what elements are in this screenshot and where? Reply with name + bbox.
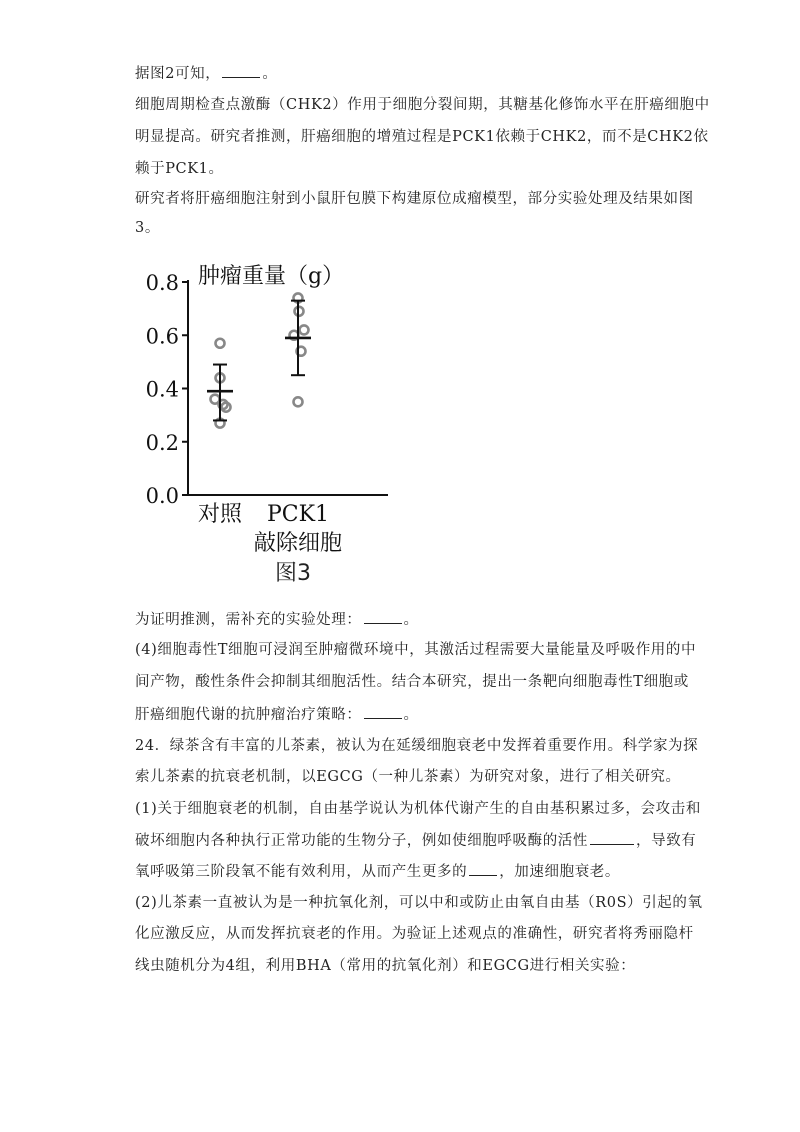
data-point <box>300 325 309 334</box>
text: 。 <box>403 612 419 628</box>
paragraph-line: (4)细胞毒性T细胞可浸润至肿瘤微环境中，其激活过程需要大量能量及呼吸作用的中 <box>135 642 697 658</box>
y-tick-label: 0.8 <box>145 271 179 295</box>
paragraph-line: 研究者将肝癌细胞注射到小鼠肝包膜下构建原位成瘤模型，部分实验处理及结果如图 <box>135 191 694 207</box>
answer-blank <box>590 830 634 845</box>
text: 肝癌细胞代谢的抗肿瘤治疗策略： <box>135 707 362 723</box>
x-category-label: 敲除细胞 <box>253 531 343 555</box>
y-tick-label: 0.0 <box>145 484 179 508</box>
chart-title: 肿瘤重量（g） <box>198 264 345 289</box>
figure-3 <box>140 255 410 595</box>
y-tick-label: 0.2 <box>145 430 179 455</box>
figure-caption: 图3 <box>275 561 311 586</box>
paragraph-line: 索儿茶素的抗衰老机制，以EGCG（一种儿茶素）为研究对象，进行了相关研究。 <box>135 769 681 785</box>
text: 。 <box>262 66 278 82</box>
data-point <box>294 397 303 406</box>
paragraph-line: 24．绿茶含有丰富的儿茶素，被认为在延缓细胞衰老中发挥着重要作用。科学家为探 <box>135 738 699 754</box>
answer-blank <box>222 63 260 78</box>
paragraph-line: (1)关于细胞衰老的机制，自由基学说认为机体代谢产生的自由基积累过多，会攻击和 <box>135 801 701 817</box>
paragraph-line: 化应激反应，从而发挥抗衰老的作用。为验证上述观点的准确性，研究者将秀丽隐杆 <box>135 926 694 942</box>
text: 据图2可知， <box>135 66 221 82</box>
paragraph-line <box>135 63 277 84</box>
paragraph-line: (2)儿茶素一直被认为是一种抗氧化剂，可以中和或防止由氧自由基（R0S）引起的氧 <box>135 895 703 911</box>
text: 为证明推测，需补充的实验处理： <box>135 612 362 628</box>
paragraph-line: 明显提高。研究者推测，肝癌细胞的增殖过程是PCK1依赖于CHK2，而不是CHK2依 <box>135 129 709 145</box>
paragraph-line: 间产物，酸性条件会抑制其细胞活性。结合本研究，提出一条靶向细胞毒性T细胞或 <box>135 674 689 690</box>
y-tick-label: 0.4 <box>145 377 179 402</box>
answer-blank <box>364 704 402 719</box>
text: 。 <box>403 707 419 723</box>
tumor-weight-chart <box>140 255 410 555</box>
y-tick-label: 0.6 <box>145 324 179 349</box>
data-point <box>216 339 225 348</box>
paragraph-line: 细胞周期检查点激酶（CHK2）作用于细胞分裂间期，其糖基化修饰水平在肝癌细胞中 <box>135 97 710 113</box>
x-category-label: PCK1 <box>266 502 330 527</box>
paragraph-line: 赖于PCK1。 <box>135 161 224 177</box>
paragraph-line: 线虫随机分为4组，利用BHA（常用的抗氧化剂）和EGCG进行相关实验： <box>135 958 636 974</box>
text: ，加速细胞衰老。 <box>499 864 621 880</box>
paragraph-line <box>135 704 419 725</box>
x-category-label: 对照 <box>197 502 243 527</box>
paragraph-line <box>135 830 696 851</box>
text: ，导致有 <box>636 833 697 849</box>
paragraph-line: 3。 <box>135 220 160 236</box>
answer-blank <box>364 609 402 624</box>
paragraph-line <box>135 861 620 882</box>
text: 氧呼吸第三阶段氧不能有效利用，从而产生更多的 <box>135 864 468 880</box>
text: 破坏细胞内各种执行正常功能的生物分子，例如使细胞呼吸酶的活性 <box>135 833 588 849</box>
answer-blank <box>469 861 497 876</box>
paragraph-line <box>135 609 419 630</box>
